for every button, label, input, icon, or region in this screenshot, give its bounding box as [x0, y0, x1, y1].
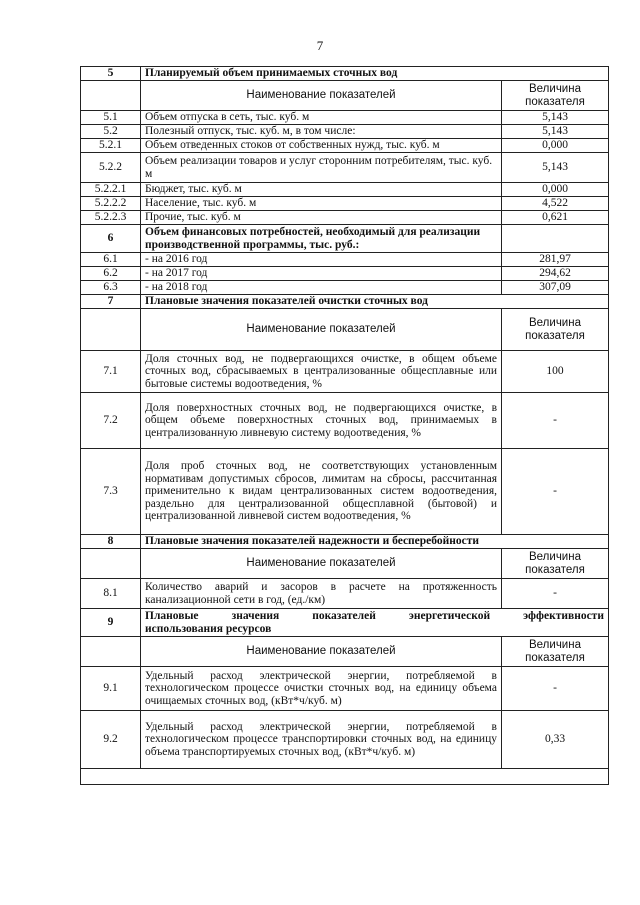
column-header-row — [81, 81, 609, 111]
title-word: Плановые — [145, 610, 199, 622]
row-value: 5,143 — [502, 125, 609, 139]
row-name: Объем реализации товаров и услуг сторонним потребителям, тыс. куб. м — [141, 153, 502, 183]
row-name: - на 2018 год — [141, 281, 502, 295]
table-row — [81, 125, 609, 139]
row-value: 100 — [502, 351, 609, 393]
row-value: 0,33 — [502, 711, 609, 769]
empty-cell — [81, 309, 141, 351]
column-header-row — [81, 637, 609, 667]
row-value: 0,000 — [502, 183, 609, 197]
column-header-row — [81, 309, 609, 351]
row-number: 5.2.2 — [81, 153, 141, 183]
table-row — [81, 393, 609, 449]
row-number: 6.2 — [81, 267, 141, 281]
table-row — [81, 267, 609, 281]
section-8-header — [81, 535, 609, 549]
row-name: Доля поверхностных сточных вод, не подвергающихся очистке, в общем объеме поверхностных сточных вод, принимаемых в централизованную ливневую систему водоотведения, % — [141, 393, 502, 449]
section-5-header — [81, 67, 609, 81]
row-name: Доля проб сточных вод, не соответствующих установленным нормативам допустимых сбросов, лимитам на сбросы, рассчитанная применительно к видам централизованных систем водоотведения, раздельно для централизованной общесплавной (бытовой) и централизованной ливневой систем водоотведения, % — [141, 449, 502, 535]
row-name: Объем отведенных стоков от собственных нужд, тыс. куб. м — [141, 139, 502, 153]
row-number: 8.1 — [81, 579, 141, 609]
row-value: 281,97 — [502, 253, 609, 267]
row-number: 7.3 — [81, 449, 141, 535]
row-number: 7.1 — [81, 351, 141, 393]
empty-cell — [81, 549, 141, 579]
section-6-header — [81, 225, 609, 253]
section-9-header — [81, 609, 609, 637]
title-word: эффективности — [523, 610, 604, 622]
section-title — [141, 609, 609, 637]
title-word: показателей — [312, 610, 376, 622]
row-name: Удельный расход электрической энергии, потребляемой в технологическом процессе транспортировки сточных вод, на единицу объема транспортируемых сточных вод, (кВт*ч/куб. м) — [141, 711, 502, 769]
row-name: Полезный отпуск, тыс. куб. м, в том числе: — [141, 125, 502, 139]
row-name: Население, тыс. куб. м — [141, 197, 502, 211]
section-number: 8 — [81, 535, 141, 549]
row-number: 5.2.1 — [81, 139, 141, 153]
row-number: 5.2 — [81, 125, 141, 139]
row-value: 294,62 — [502, 267, 609, 281]
section-title-line: использования ресурсов — [145, 622, 272, 635]
value-header: Величина показателя — [502, 81, 609, 111]
section-title-line — [145, 610, 604, 623]
page-number: 7 — [316, 38, 324, 53]
column-header-row — [81, 549, 609, 579]
row-value: 4,522 — [502, 197, 609, 211]
indicator-name-header: Наименование показателей — [141, 81, 502, 111]
row-name: Прочие, тыс. куб. м — [141, 211, 502, 225]
empty-cell — [502, 225, 609, 253]
indicator-name-header: Наименование показателей — [141, 637, 502, 667]
row-name: - на 2016 год — [141, 253, 502, 267]
row-number: 5.1 — [81, 111, 141, 125]
row-name: Удельный расход электрической энергии, потребляемой в технологическом процессе очистки сточных вод, на единицу объема очищаемых сточных вод, (кВт*ч/куб. м) — [141, 667, 502, 711]
row-value: 5,143 — [502, 153, 609, 183]
row-value: 307,09 — [502, 281, 609, 295]
row-name: Объем отпуска в сеть, тыс. куб. м — [141, 111, 502, 125]
section-title: Плановые значения показателей надежности и бесперебойности — [141, 535, 609, 549]
title-word: значения — [231, 610, 280, 622]
row-value: - — [502, 667, 609, 711]
table-row — [81, 449, 609, 535]
table-row — [81, 667, 609, 711]
table-row — [81, 579, 609, 609]
row-value: 0,621 — [502, 211, 609, 225]
section-number: 6 — [81, 225, 141, 253]
section-number: 7 — [81, 295, 141, 309]
table-row — [81, 711, 609, 769]
row-number: 9.2 — [81, 711, 141, 769]
row-number: 5.2.2.3 — [81, 211, 141, 225]
table-row — [81, 281, 609, 295]
table-row — [81, 211, 609, 225]
empty-cell — [81, 637, 141, 667]
empty-cell — [81, 769, 609, 785]
row-name: Количество аварий и засоров в расчете на протяженность канализационной сети в год, (ед./км) — [141, 579, 502, 609]
row-name: - на 2017 год — [141, 267, 502, 281]
row-value: 5,143 — [502, 111, 609, 125]
table-row — [81, 153, 609, 183]
value-header: Величина показателя — [502, 637, 609, 667]
section-7-header — [81, 295, 609, 309]
indicators-table — [80, 66, 609, 785]
section-title: Планируемый объем принимаемых сточных вод — [141, 67, 609, 81]
section-title: Объем финансовых потребностей, необходимый для реализации производственной программы, тыс. руб.: — [141, 225, 502, 253]
indicator-name-header: Наименование показателей — [141, 309, 502, 351]
section-title: Плановые значения показателей очистки сточных вод — [141, 295, 609, 309]
section-number: 9 — [81, 609, 141, 637]
value-header: Величина показателя — [502, 549, 609, 579]
row-name: Бюджет, тыс. куб. м — [141, 183, 502, 197]
table-row — [81, 197, 609, 211]
empty-row — [81, 769, 609, 785]
table-row — [81, 139, 609, 153]
row-number: 9.1 — [81, 667, 141, 711]
table-row — [81, 183, 609, 197]
row-number: 6.3 — [81, 281, 141, 295]
row-number: 5.2.2.2 — [81, 197, 141, 211]
row-value: 0,000 — [502, 139, 609, 153]
title-word: энергетической — [408, 610, 491, 622]
value-header: Величина показателя — [502, 309, 609, 351]
row-number: 5.2.2.1 — [81, 183, 141, 197]
table-row — [81, 253, 609, 267]
table-row — [81, 351, 609, 393]
row-value: - — [502, 393, 609, 449]
row-value: - — [502, 579, 609, 609]
row-name: Доля сточных вод, не подвергающихся очистке, в общем объеме сточных вод, сбрасываемых в централизованные общесплавные или бытовые системы водоотведения, % — [141, 351, 502, 393]
empty-cell — [81, 81, 141, 111]
row-number: 6.1 — [81, 253, 141, 267]
row-number: 7.2 — [81, 393, 141, 449]
table-row — [81, 111, 609, 125]
row-value: - — [502, 449, 609, 535]
indicator-name-header: Наименование показателей — [141, 549, 502, 579]
section-number: 5 — [81, 67, 141, 81]
